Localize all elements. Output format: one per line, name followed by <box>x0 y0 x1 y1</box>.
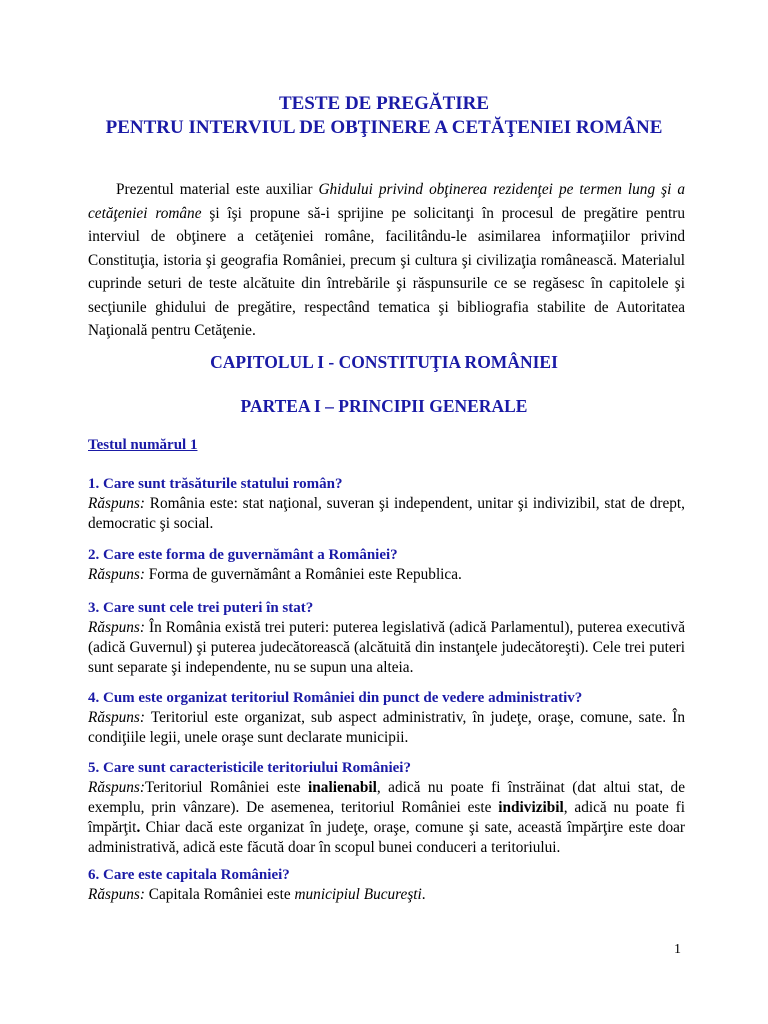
intro-paragraph <box>88 178 685 343</box>
answer-5-bold-indivizibil: indivizibil <box>498 799 564 816</box>
answer-2-text: Forma de guvernământ a României este Republica. <box>144 566 462 583</box>
answer-label: Răspuns: <box>88 886 145 903</box>
answer-1 <box>88 494 685 534</box>
answer-6-text-2: . <box>421 886 426 903</box>
question-3: 3. Care sunt cele trei puteri în stat? <box>88 600 314 616</box>
qa-item-3 <box>88 598 685 678</box>
answer-6 <box>88 885 685 905</box>
answer-5 <box>88 778 685 858</box>
answer-label: Răspuns: <box>88 566 145 583</box>
answer-5-text-2: , adică nu poate fi înstrăinat (dat altui stat, de exemplu, prin vânzare). De asemenea, teritoriul României este <box>88 779 685 816</box>
intro-italic-reference: Ghidului privind obţinerea rezidenţei pe termen lung şi a cetăţeniei române <box>88 181 685 222</box>
intro-text-2: şi îşi propune să-i sprijine pe solicitanţi în procesul de pregătire pentru interviul de obţinere a cetăţeniei române, facilitându-le asimilarea informaţiilor privind Constituţia, istoria şi geografia României, precum şi cultura şi civilizaţia românească. Materialul cuprinde seturi de teste alcătuite din întrebările şi răspunsurile ce se regăsesc în capitolele şi secţiunile ghidului de pregătire, respectând tematica şi bibliografia stabilite de Autoritatea Naţională pentru Cetăţenie. <box>88 204 686 339</box>
qa-item-5 <box>88 758 685 858</box>
page-number: 1 <box>674 942 681 957</box>
answer-label: Răspuns: <box>88 495 145 512</box>
answer-3 <box>88 618 685 678</box>
part-heading: PARTEA I – PRINCIPII GENERALE <box>240 396 528 416</box>
question-4: 4. Cum este organizat teritoriul României din punct de vedere administrativ? <box>88 690 583 706</box>
qa-item-6 <box>88 865 685 905</box>
answer-5-text-1: Teritoriul României este <box>144 779 309 796</box>
answer-1-text: România este: stat naţional, suveran şi independent, unitar şi indivizibil, stat de drept, democratic şi social. <box>88 495 685 532</box>
answer-5-text-3: , adică nu poate fi împărţit <box>88 799 685 836</box>
answer-4 <box>88 708 685 748</box>
question-5: 5. Care sunt caracteristicile teritoriului României? <box>88 760 411 776</box>
answer-5-bold-period: . <box>136 819 141 836</box>
answer-2 <box>88 565 685 585</box>
answer-label: Răspuns: <box>88 709 145 726</box>
qa-item-2 <box>88 545 685 585</box>
answer-label: Răspuns: <box>88 619 145 636</box>
document-title-line-1: TESTE DE PREGĂTIRE <box>278 93 490 114</box>
answer-6-text-1: Capitala României este <box>144 886 295 903</box>
document-title-line-2: PENTRU INTERVIUL DE OBŢINERE A CETĂŢENIEI ROMÂNE <box>105 117 663 138</box>
answer-label: Răspuns: <box>88 779 145 796</box>
question-6: 6. Care este capitala României? <box>88 867 290 883</box>
chapter-heading: CAPITOLUL I - CONSTITUŢIA ROMÂNIEI <box>210 352 558 372</box>
answer-3-text: În România există trei puteri: puterea legislativă (adică Parlamentul), puterea executivă (adică Guvernul) şi puterea judecătorească (alcătuită din instanţele judecătoreşti). Cele trei puteri sunt separate şi independente, nu se supun una alteia. <box>88 619 685 676</box>
question-1: 1. Care sunt trăsăturile statului român? <box>88 476 343 492</box>
test-label: Testul numărul 1 <box>88 437 198 453</box>
answer-5-text-4: Chiar dacă este organizat în judeţe, oraşe, comune şi sate, această împărţire este doar administrativă, adică este făcută doar în scopul bunei conduceri a teritoriului. <box>88 819 685 856</box>
answer-4-text: Teritoriul este organizat, sub aspect administrativ, în judeţe, oraşe, comune, sate. În condiţiile legii, unele oraşe sunt declarate municipii. <box>88 709 685 746</box>
qa-item-1 <box>88 474 685 534</box>
question-2: 2. Care este forma de guvernământ a României? <box>88 547 398 563</box>
answer-6-italic-bucuresti: municipiul Bucureşti <box>294 886 422 903</box>
intro-text-1: Prezentul material este auxiliar <box>116 181 319 198</box>
answer-5-bold-inalienabil: inalienabil <box>308 779 377 796</box>
qa-item-4 <box>88 688 685 748</box>
